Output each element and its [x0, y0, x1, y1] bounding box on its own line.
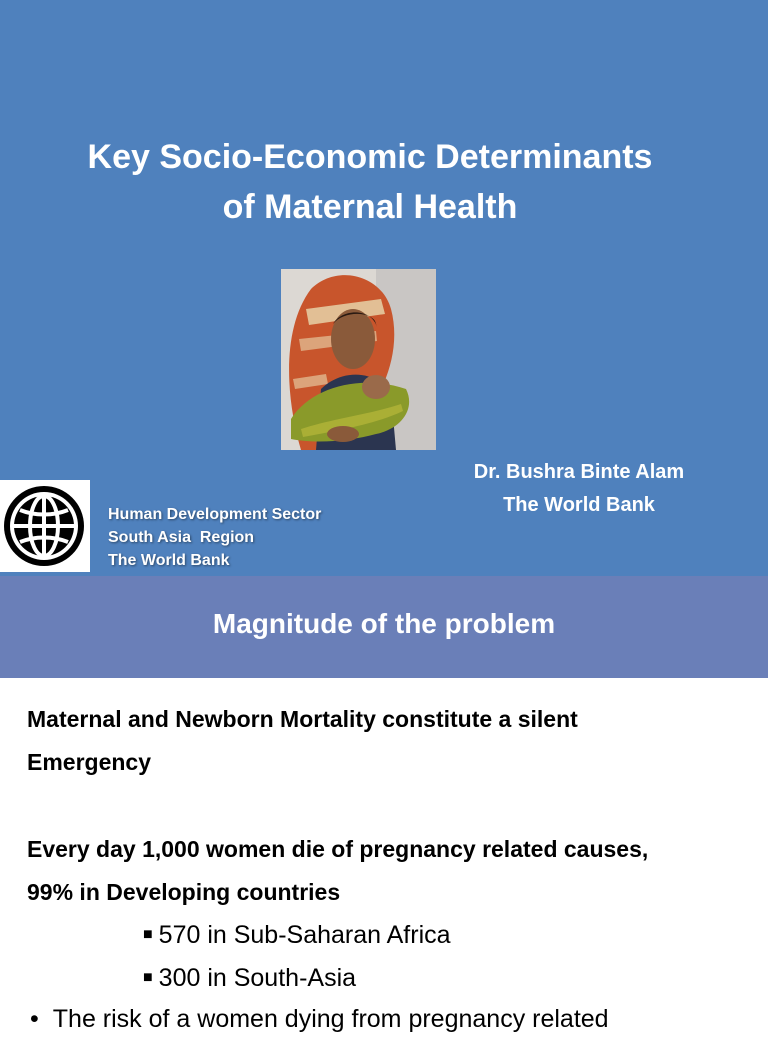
square-bullet-icon: ■ — [143, 969, 153, 986]
paragraph-1-line-1: Maternal and Newborn Mortality constitute a silent — [27, 706, 578, 732]
org-line-sector: Human Development Sector — [108, 506, 322, 523]
bullet-item — [30, 998, 609, 1041]
slide-title — [40, 132, 700, 232]
sub-bullet-item — [143, 956, 356, 1000]
slide-heading: Magnitude of the problem — [212, 608, 556, 639]
sub-bullet-item — [143, 913, 451, 957]
paragraph-2-line-2: 99% in Developing countries — [27, 879, 341, 905]
paragraph-1-line-2: Emergency — [27, 749, 152, 775]
globe-icon — [0, 480, 90, 572]
title-line-1: Key Socio-Economic Determinants — [87, 138, 653, 176]
org-line-region: South Asia Region — [108, 529, 255, 546]
round-bullet-icon: • — [30, 1005, 39, 1033]
world-bank-logo — [0, 480, 90, 572]
org-line-bank: The World Bank — [108, 552, 230, 569]
square-bullet-icon: ■ — [143, 926, 153, 943]
sub-bullet-text: 300 in South-Asia — [158, 964, 357, 992]
author-organization: The World Bank — [503, 494, 655, 516]
author-name: Dr. Bushra Binte Alam — [473, 461, 685, 483]
paragraph-2-line-1: Every day 1,000 women die of pregnancy related causes, — [27, 836, 649, 862]
author-block — [430, 456, 728, 522]
organization-block — [108, 503, 321, 572]
title-line-2: of Maternal Health — [222, 188, 518, 226]
photo-illustration — [281, 269, 436, 450]
mother-holding-newborn-photo — [281, 269, 436, 450]
bullet-text: The risk of a women dying from pregnancy related — [52, 1005, 609, 1033]
sub-bullet-text: 570 in Sub-Saharan Africa — [158, 921, 451, 949]
